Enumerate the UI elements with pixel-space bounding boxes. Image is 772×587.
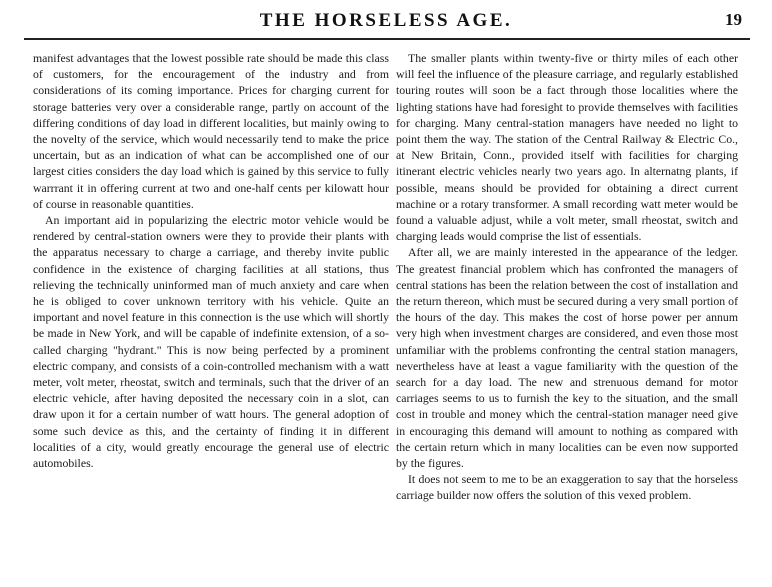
page-number: 19 <box>725 10 742 29</box>
running-title: THE HORSELESS AGE. <box>259 10 513 31</box>
paragraph: manifest advantages that the lowest possible rate should be made this class of customers, for the encouragement of the industry and from considerations of its coming importance. Prices for charging current for storage batteries very over a considerable range, partly on account of the differing conditions of day load in different localities, but mainly owing to the novelty of the service, which would necessarily tend to make the price uncertain, but as an indication of what can be accomplished one of our largest cities considers the day load which is gained by this service to fully warrrant it in offering current at two and one-half cents per kilowatt hour of course in reasonable quantities. <box>33 51 389 211</box>
paragraph: The smaller plants within twenty-five or thirty miles of each other will feel the influence of the pleasure carriage, and regularly established touring routes will soon be a fact through those localities where the lighting stations have had foresight to provide themselves with facilities for charging. Many central-station managers have needed no light to point them the way. The station of the Central Railway & Electric Co., at New Britain, Conn., provided itself with facilities for charging itinerant electric vehicles nearly two years ago. In alternatng plants, if possible, means should be provided for obtaining a direct current machine or a rotary transformer. A small recording watt meter would be found a valuable adjust, while a volt meter, small rheostat, switch and charging leads would comprise the list of essentials. <box>396 51 738 244</box>
page-header <box>0 0 772 40</box>
paragraph: After all, we are mainly interested in the appearance of the ledger. The greatest financial problem which has confronted the managers of central stations has been the relation between the cost of installation and the return thereon, which must be secured during a very small portion of the hours of the day. This makes the cost of horse power per annum very high when investment charges are considered, and even those most unfamiliar with the problems confronting the central station managers, nevertheless have at least a vague familiarity with the question of the search for a day load. The new and strenuous demand for motor carriages seems to us to furnish the key to the situation, and the small cost in trouble and money which the central-station manager need give in encouraging this demand will amount to nothing as compared with the certain return which in many localities can be even now supported by the figures. <box>396 245 738 471</box>
paragraph: It does not seem to me to be an exaggeration to say that the horseless carriage builder now offers the solution of this vexed problem. <box>396 472 738 503</box>
header-rule <box>24 38 750 40</box>
left-column <box>33 50 389 471</box>
paragraph: An important aid in popularizing the electric motor vehicle would be rendered by central-station owners were they to provide their plants with the apparatus necessary to charge a carriage, and thereby invite public confidence in the existence of charging facilities at all stations, thus relieving the technically uninformed man of much anxiety and care when he is obliged to cover unknown territory with his vehicle. Quite an important and novel feature in this connection is the use which will shortly be made in New York, and will be capable of indefinite extension, of a so-called charging "hydrant." This is now being perfected by a prominent electric company, and consists of a coin-controlled mechanism with a watt meter, volt meter, rheostat, switch and terminals, such that the driver of an electric vehicle, after having deposited the necessary coin in a slot, can draw upon it for a certain number of watt hours. The general adoption of some such device as this, and the certainty of finding it in different localities of a city, would greatly encourage the general use of electric automobiles. <box>33 213 389 471</box>
right-column <box>396 50 738 504</box>
